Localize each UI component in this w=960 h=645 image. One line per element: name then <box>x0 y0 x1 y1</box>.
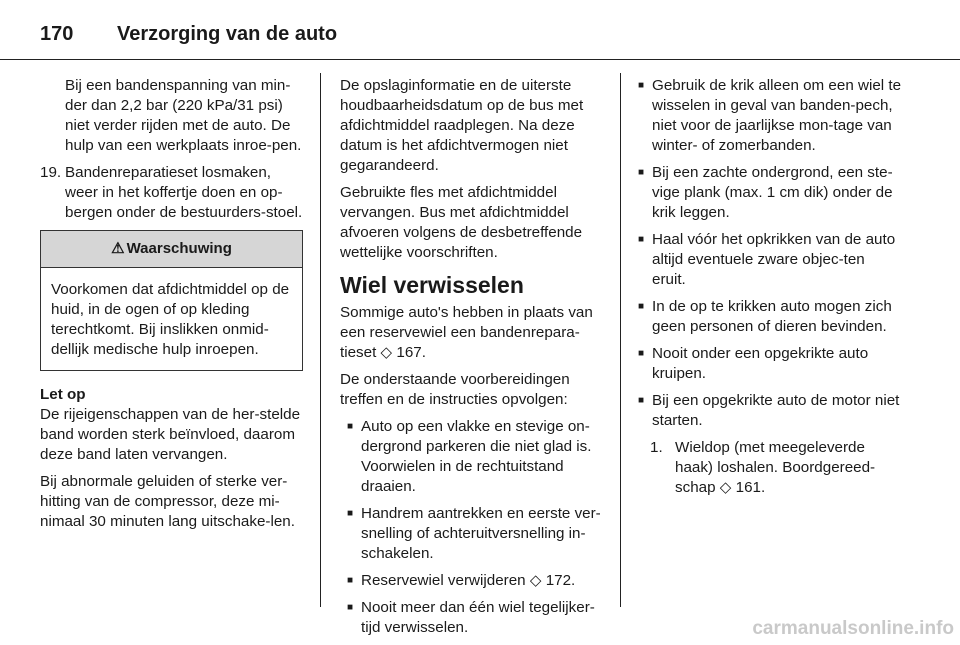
step-number: 19. <box>40 164 62 181</box>
list-item <box>638 344 902 384</box>
list-item <box>638 163 902 223</box>
bullet-square-icon: ■ <box>638 234 645 245</box>
step-19 <box>40 163 303 223</box>
header-rule <box>0 59 960 60</box>
bullet-square-icon: ■ <box>347 508 354 519</box>
warning-header <box>41 231 302 268</box>
list-item <box>347 571 604 591</box>
list-item <box>638 391 902 431</box>
list-item-text: Auto op een vlakke en stevige on-dergrond parkeren die niet glad is. Voorwielen in de rechtuitstand draaien. <box>361 418 592 495</box>
preparation-paragraph: De onderstaande voorbereidingen treffen en de instructies opvolgen: <box>340 371 570 408</box>
compressor-paragraph: Bij abnormale geluiden of sterke ver-hitting van de compressor, deze mi-nimaal 30 minuten lang uitschake-len. <box>40 473 295 530</box>
list-item-text: Bij een opgekrikte auto de motor niet starten. <box>652 392 900 429</box>
list-item-text: Haal vóór het opkrikken van de auto altijd eventuele zware objec-ten eruit. <box>652 231 896 288</box>
column-3 <box>638 76 902 505</box>
warning-triangle-icon: ⚠ <box>111 240 125 257</box>
list-item-text: Handrem aantrekken en eerste ver-snelling of achteruitversnelling in-schakelen. <box>361 505 601 562</box>
step-text: Wieldop (met meegeleverde haak) loshalen. Boordgereed-schap ◇ 161. <box>675 439 876 496</box>
list-item-text: In de op te krikken auto mogen zich geen personen of dieren bevinden. <box>652 298 892 335</box>
intro-paragraph: Bij een bandenspanning van min-der dan 2,2 bar (220 kPa/31 psi) niet verder rijden met de auto. De hulp van een werkplaats inroe-pen. <box>65 77 302 154</box>
list-item-text: Nooit meer dan één wiel tegelijker-tijd verwisselen. <box>361 599 595 636</box>
bullet-square-icon: ■ <box>638 80 645 91</box>
page-title: Verzorging van de auto <box>117 22 338 45</box>
bullet-square-icon: ■ <box>638 301 645 312</box>
list-item-text: Bij een zachte ondergrond, een ste-vige plank (max. 1 cm dik) onder de krik leggen. <box>652 164 893 221</box>
bullet-square-icon: ■ <box>347 602 354 613</box>
list-item-text: Reservewiel verwijderen ◇ 172. <box>361 572 576 589</box>
warning-box <box>40 230 303 371</box>
column-1 <box>40 76 303 539</box>
column-2 <box>340 76 604 645</box>
preparation-list <box>340 417 604 638</box>
step-1 <box>638 438 902 498</box>
note-title: Let op <box>40 386 86 403</box>
list-item <box>638 297 902 337</box>
bullet-square-icon: ■ <box>347 421 354 432</box>
bullet-square-icon: ■ <box>638 348 645 359</box>
step-text: Bandenreparatieset losmaken, weer in het koffertje doen en op-bergen onder de bestuurders-stoel. <box>65 164 303 221</box>
bullet-square-icon: ■ <box>638 395 645 406</box>
watermark: carmanualsonline.info <box>752 618 954 639</box>
warning-title: Waarschuwing <box>126 240 232 257</box>
list-item-text: Nooit onder een opgekrikte auto kruipen. <box>652 345 869 382</box>
bullet-square-icon: ■ <box>638 167 645 178</box>
list-item <box>347 504 604 564</box>
repair-kit-paragraph: Sommige auto's hebben in plaats van een reservewiel een bandenrepara-tieset ◇ 167. <box>340 304 593 361</box>
section-title: Wiel verwisselen <box>340 272 524 298</box>
list-item <box>347 598 604 638</box>
step-number: 1. <box>650 439 663 456</box>
list-item <box>638 76 902 156</box>
page-header <box>40 16 337 52</box>
column-divider-1 <box>320 73 321 607</box>
column-divider-2 <box>620 73 621 607</box>
bullet-square-icon: ■ <box>347 575 354 586</box>
list-item <box>347 417 604 497</box>
list-item <box>638 230 902 290</box>
page-number: 170 <box>40 22 74 45</box>
disposal-paragraph: Gebruikte fles met afdichtmiddel vervangen. Bus met afdichtmiddel afvoeren volgens de desbetreffende wettelijke voorschriften. <box>340 184 583 261</box>
list-item-text: Gebruik de krik alleen om een wiel te wisselen in geval van banden-pech, niet voor de jaarlijkse mon-tage van winter- of zomerbanden. <box>652 77 902 154</box>
warning-text: Voorkomen dat afdichtmiddel op de huid, in de ogen of op kleding terechtkomt. Bij inslikken onmid-dellijk medische hulp inroepen. <box>51 281 290 358</box>
note-text: De rijeigenschappen van de her-stelde band worden sterk beïnvloed, daarom deze band laten vervangen. <box>40 406 301 463</box>
storage-paragraph: De opslaginformatie en de uiterste houdbaarheidsdatum op de bus met afdichtmiddel raadplegen. Na deze datum is het afdichtvermogen niet gegarandeerd. <box>340 77 584 174</box>
